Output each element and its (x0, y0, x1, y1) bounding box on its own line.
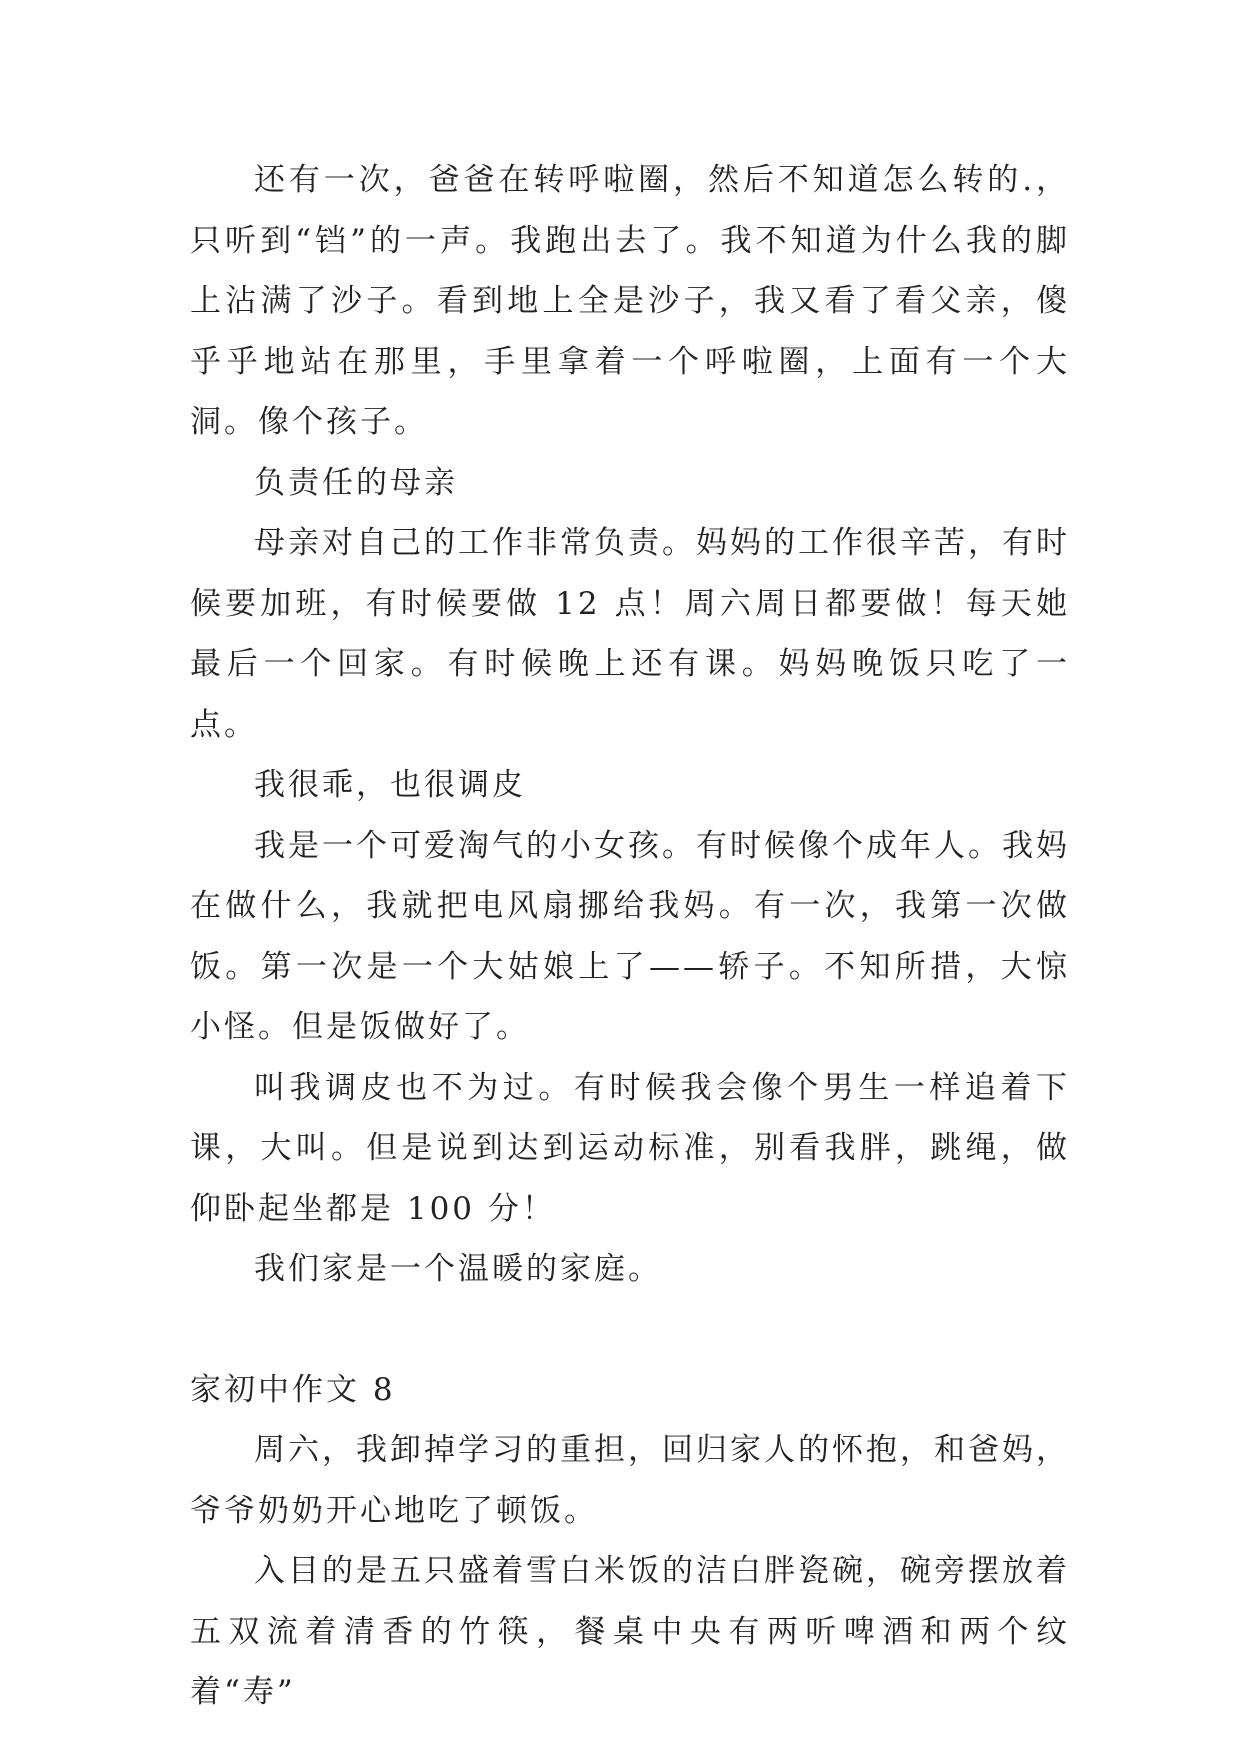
paragraph-father-hoop: 还有一次，爸爸在转呼啦圈，然后不知道怎么转的.，只听到“铛”的一声。我跑出去了。我不知道为什么我的脚上沾满了沙子。看到地上全是沙子，我又看了看父亲，傻乎乎地站在那里，手里拿着一个呼啦圈，上面有一个大洞。像个孩子。 (190, 162, 1070, 440)
document-body (190, 150, 1070, 1723)
paragraph-saturday-meal: 周六，我卸掉学习的重担，回归家人的怀抱，和爸妈，爷爷奶奶开心地吃了顿饭。 (190, 1432, 1070, 1529)
paragraph-table-setting: 入目的是五只盛着雪白米饭的洁白胖瓷碗，碗旁摆放着五双流着清香的竹筷，餐桌中央有两听啤酒和两个纹着“寿” (190, 1553, 1070, 1710)
paragraph-mother-work: 母亲对自己的工作非常负责。妈妈的工作很辛苦，有时候要加班，有时候要做 12 点！周六周日都要做！每天她最后一个回家。有时候晚上还有课。妈妈晚饭只吃了一点。 (190, 525, 1070, 743)
heading-responsible-mother: 负责任的母亲 (254, 464, 458, 501)
section-gap (190, 1300, 1070, 1360)
paragraph-warm-family: 我们家是一个温暖的家庭。 (254, 1251, 662, 1287)
paragraph-me-sports: 叫我调皮也不为过。有时候我会像个男生一样追着下课，大叫。但是说到达到运动标准，别看我胖，跳绳，做仰卧起坐都是 100 分！ (190, 1069, 1070, 1227)
paragraph-me-cooking: 我是一个可爱淘气的小女孩。有时候像个成年人。我妈在做什么，我就把电风扇挪给我妈。有一次，我第一次做饭。第一次是一个大姑娘上了——轿子。不知所措，大惊小怪。但是饭做好了。 (190, 827, 1070, 1045)
heading-good-and-naughty: 我很乖，也很调皮 (254, 767, 526, 803)
section-title-essay-8: 家初中作文 8 (190, 1371, 396, 1408)
